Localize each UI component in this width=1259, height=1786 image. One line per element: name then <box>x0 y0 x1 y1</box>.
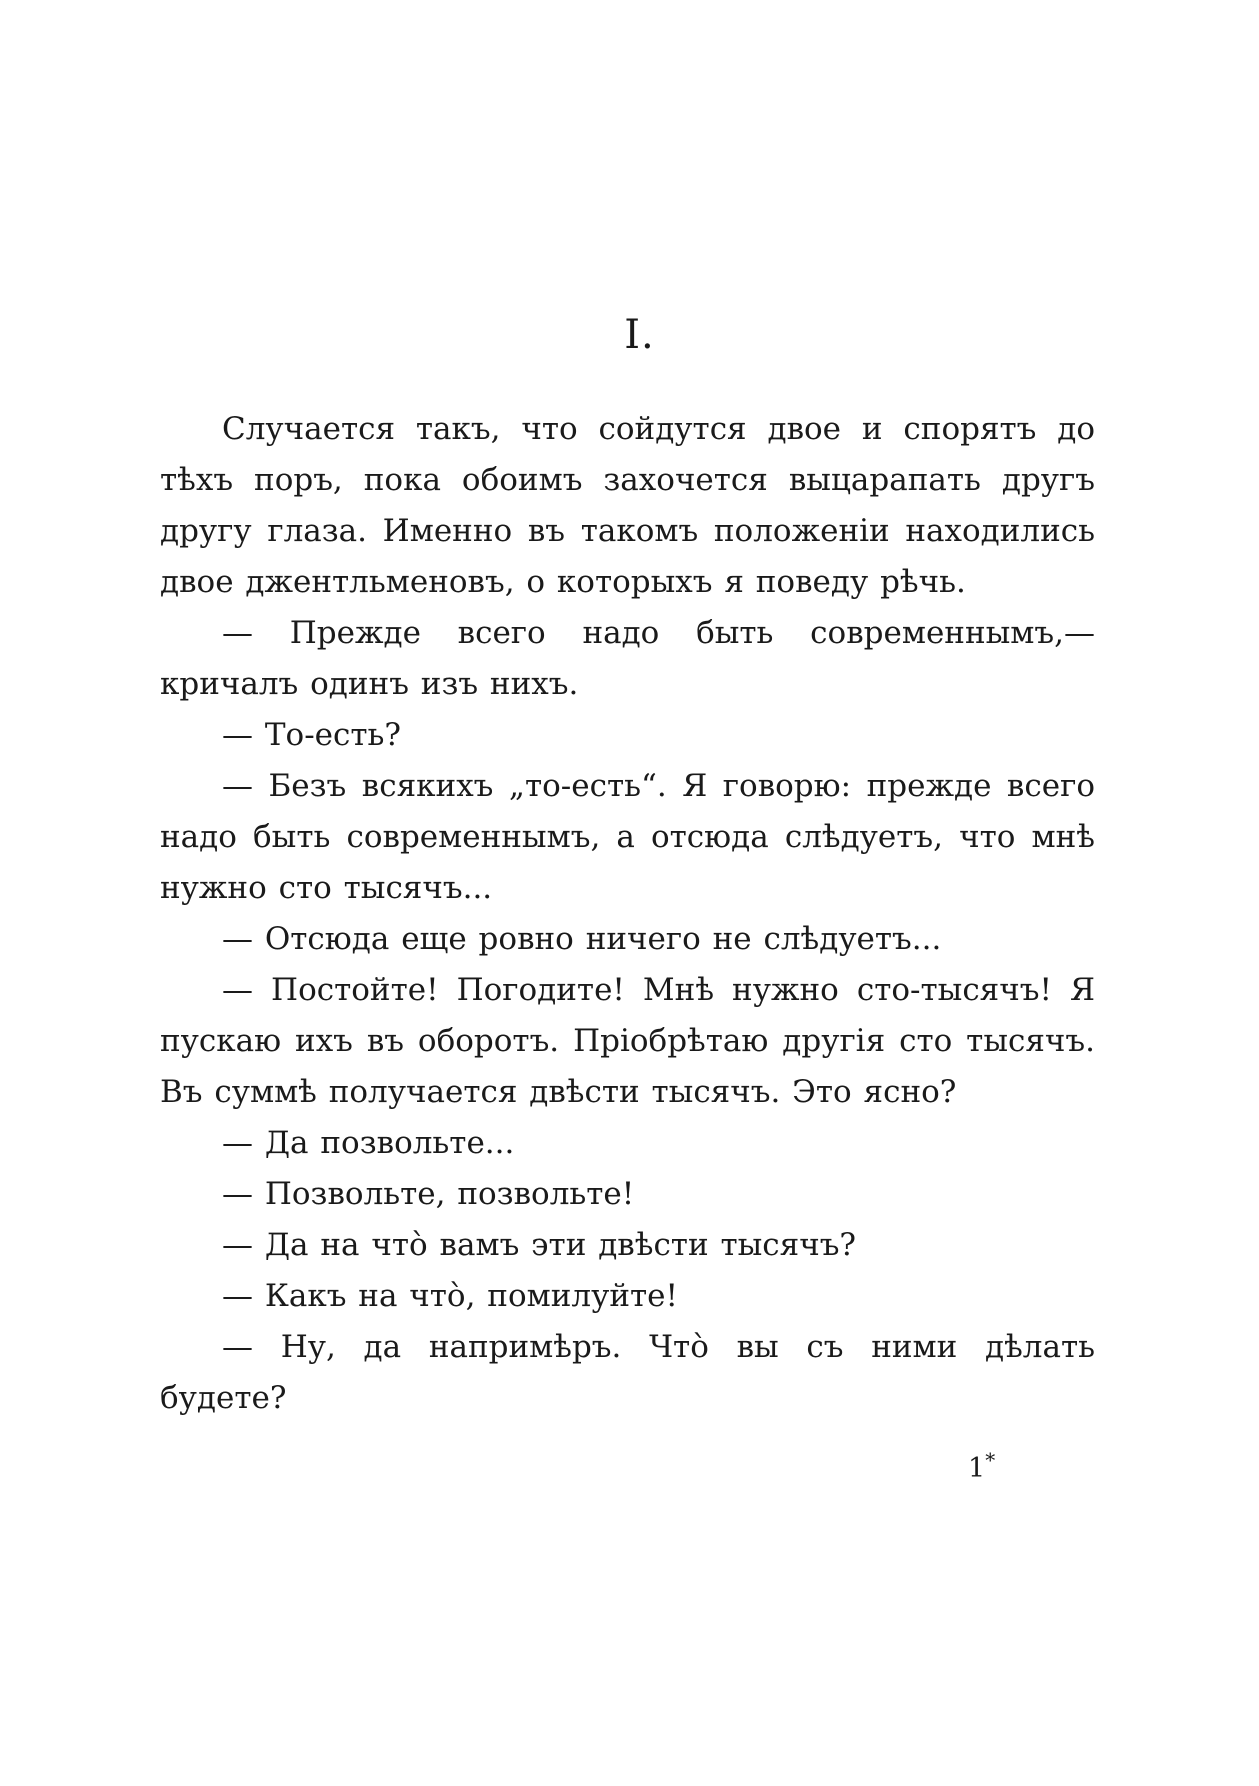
page-number-mark: * <box>985 1448 996 1472</box>
paragraph-1: Случается такъ, что сойдутся двое и спорятъ до тѣхъ поръ, пока обоимъ захочется выцарапать другъ другу глаза. Именно въ такомъ положеніи находились двое джентльменовъ, о которыхъ я поведу рѣчь. <box>160 411 1095 600</box>
paragraph-6: — Постойте! Погодите! Мнѣ нужно сто-тысячъ! Я пускаю ихъ въ оборотъ. Пріобрѣтаю другія сто тысячъ. Въ суммѣ получается двѣсти тысячъ. Это ясно? <box>160 972 1095 1110</box>
text-body <box>160 404 1095 1424</box>
paragraph-9: — Да на что̀ вамъ эти двѣсти тысячъ? <box>222 1227 857 1263</box>
paragraph-7: — Да позвольте... <box>222 1125 515 1161</box>
paragraph-2: — Прежде всего надо быть современнымъ,—кричалъ одинъ изъ нихъ. <box>160 615 1095 702</box>
paragraph-3: — То-есть? <box>222 717 402 753</box>
paragraph-4: — Безъ всякихъ „то-есть“. Я говорю: прежде всего надо быть современнымъ, а отсюда слѣдуетъ, что мнѣ нужно сто тысячъ... <box>160 768 1095 906</box>
chapter-heading: I. <box>624 312 655 358</box>
paragraph-11: — Ну, да напримѣръ. Что̀ вы съ ними дѣлать будете? <box>160 1329 1095 1416</box>
paragraph-5: — Отсюда еще ровно ничего не слѣдуетъ... <box>222 921 942 957</box>
page-number-value: 1 <box>968 1453 986 1484</box>
page-number <box>968 1448 995 1484</box>
paragraph-10: — Какъ на что̀, помилуйте! <box>222 1278 678 1314</box>
paragraph-8: — Позвольте, позвольте! <box>222 1176 635 1212</box>
